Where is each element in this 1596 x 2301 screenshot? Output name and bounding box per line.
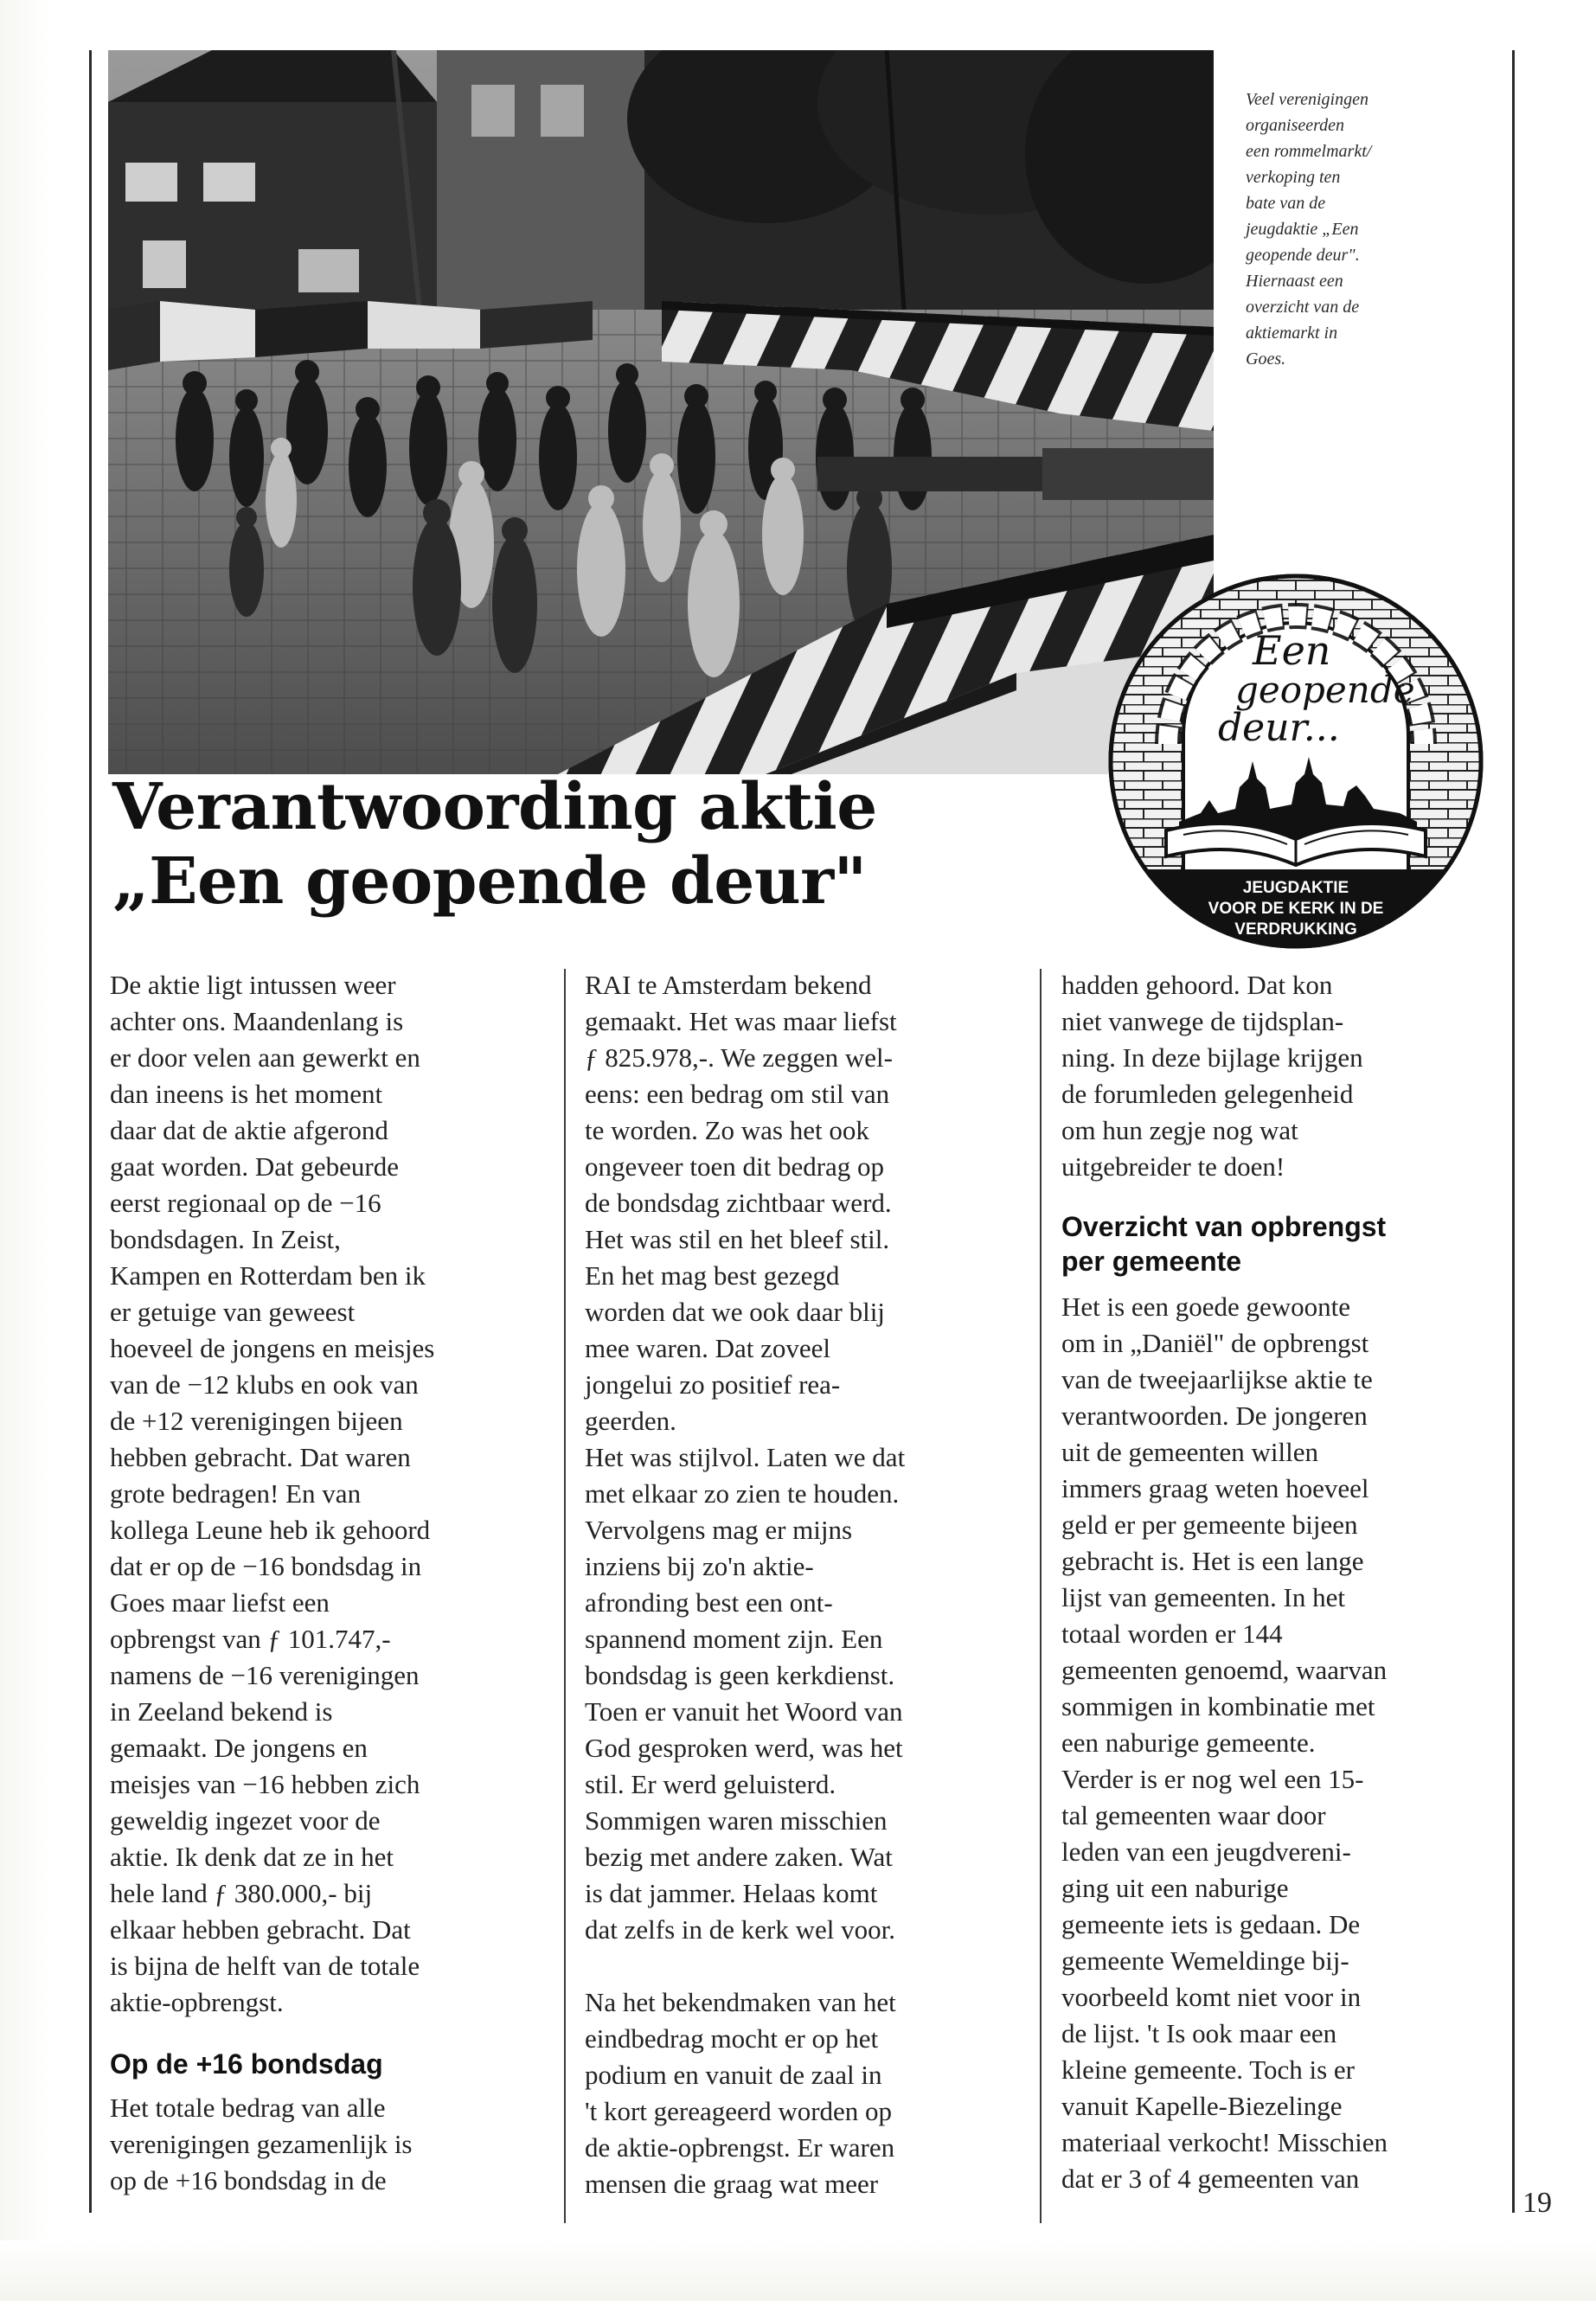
text-line: gaat worden. Dat gebeurde bbox=[110, 1151, 399, 1182]
text-line: aktie. Ik denk dat ze in het bbox=[110, 1842, 394, 1872]
text-line: mensen die graag wat meer bbox=[585, 2169, 879, 2199]
text-line: om in „Daniël" de opbrengst bbox=[1061, 1328, 1369, 1358]
page-rule-left bbox=[89, 50, 92, 2213]
text-line: gemaakt. Het was maar liefst bbox=[585, 1006, 897, 1036]
open-door-emblem bbox=[1106, 571, 1486, 952]
text-line: is dat jammer. Helaas komt bbox=[585, 1878, 878, 1908]
paragraph bbox=[110, 967, 551, 2021]
text-line: sommigen in kombinatie met bbox=[1061, 1691, 1375, 1721]
text-line: gemeente Wemeldinge bij- bbox=[1061, 1945, 1349, 1976]
section-heading-line: per gemeente bbox=[1061, 1246, 1242, 1277]
text-line: gemeente iets is gedaan. De bbox=[1061, 1909, 1361, 1939]
text-line: opbrengst van ƒ 101.747,- bbox=[110, 1624, 391, 1654]
text-line: afronding best een ont- bbox=[585, 1587, 833, 1618]
text-line: de forumleden gelegenheid bbox=[1061, 1079, 1354, 1109]
paragraph bbox=[110, 2090, 551, 2199]
text-line: grote bedragen! En van bbox=[110, 1478, 362, 1509]
paragraph bbox=[1061, 967, 1503, 1185]
text-line: mee waren. Dat zoveel bbox=[585, 1333, 831, 1363]
text-line: tal gemeenten waar door bbox=[1061, 1800, 1326, 1830]
text-line: de +12 verenigingen bijeen bbox=[110, 1406, 403, 1436]
logo-banner-line: VOOR DE KERK IN DE bbox=[1208, 900, 1384, 918]
section-heading-line: Overzicht van opbrengst bbox=[1061, 1211, 1387, 1242]
text-line: Het was stijlvol. Laten we dat bbox=[585, 1442, 906, 1472]
text-line: er getuige van geweest bbox=[110, 1297, 356, 1327]
text-line: te worden. Zo was het ook bbox=[585, 1115, 869, 1145]
page-number: 19 bbox=[1522, 2187, 1552, 2219]
caption-line: aktiemarkt in bbox=[1246, 324, 1338, 343]
text-line: immers graag weten hoeveel bbox=[1061, 1473, 1369, 1503]
text-line: Goes maar liefst een bbox=[110, 1587, 330, 1618]
text-line: de bondsdag zichtbaar werd. bbox=[585, 1188, 892, 1218]
caption-line: overzicht van de bbox=[1246, 298, 1360, 317]
logo-banner-line: VERDRUKKING bbox=[1234, 920, 1357, 939]
text-line: met elkaar zo zien te houden. bbox=[585, 1478, 900, 1509]
text-line: de aktie-opbrengst. Er waren bbox=[585, 2132, 895, 2163]
text-line: En het mag best gezegd bbox=[585, 1260, 840, 1291]
text-line: kleine gemeente. Toch is er bbox=[1061, 2054, 1355, 2085]
text-line: in Zeeland bekend is bbox=[110, 1696, 333, 1727]
paragraph bbox=[585, 1984, 1026, 2202]
text-line: uitgebreider te doen! bbox=[1061, 1151, 1285, 1182]
paragraph bbox=[1061, 1289, 1503, 2197]
scan-edge bbox=[0, 0, 48, 2301]
text-line: worden dat we ook daar blij bbox=[585, 1297, 885, 1327]
text-line: bondsdag is geen kerkdienst. bbox=[585, 1660, 895, 1690]
text-line: Verder is er nog wel een 15- bbox=[1061, 1764, 1364, 1794]
text-line: dat zelfs in de kerk wel voor. bbox=[585, 1914, 895, 1945]
text-line: eens: een bedrag om stil van bbox=[585, 1079, 890, 1109]
text-line: totaal worden er 144 bbox=[1061, 1618, 1283, 1649]
text-line: om hun zegje nog wat bbox=[1061, 1115, 1298, 1145]
text-line: vanuit Kapelle-Biezelinge bbox=[1061, 2091, 1343, 2121]
caption-line: een rommelmarkt/ bbox=[1246, 142, 1372, 161]
text-line: verantwoorden. De jongeren bbox=[1061, 1400, 1368, 1431]
text-line: is bijna de helft van de totale bbox=[110, 1951, 420, 1981]
text-line: daar dat de aktie afgerond bbox=[110, 1115, 388, 1145]
section-heading bbox=[1061, 1209, 1503, 1279]
text-column-1 bbox=[110, 967, 551, 2199]
text-line: op de +16 bondsdag in de bbox=[110, 2165, 387, 2195]
text-line: ning. In deze bijlage krijgen bbox=[1061, 1042, 1363, 1073]
column-divider bbox=[564, 969, 566, 2223]
text-line: meisjes van −16 hebben zich bbox=[110, 1769, 420, 1799]
text-line: van de −12 klubs en ook van bbox=[110, 1369, 419, 1400]
text-line: lijst van gemeenten. In het bbox=[1061, 1582, 1345, 1612]
text-line: jongelui zo positief rea- bbox=[585, 1369, 841, 1400]
text-line: God gesproken werd, was het bbox=[585, 1733, 903, 1763]
text-line: dat er 3 of 4 gemeenten van bbox=[1061, 2163, 1360, 2194]
caption-line: Veel verenigingen bbox=[1246, 90, 1368, 109]
text-line: 't kort gereageerd worden op bbox=[585, 2096, 893, 2126]
section-heading-line: Op de +16 bondsdag bbox=[110, 2048, 383, 2080]
text-line: eindbedrag mocht er op het bbox=[585, 2023, 879, 2054]
text-line: dat er op de −16 bondsdag in bbox=[110, 1551, 422, 1581]
text-line: eerst regionaal op de −16 bbox=[110, 1188, 381, 1218]
caption-line: bate van de bbox=[1246, 194, 1326, 213]
photo-caption bbox=[1246, 87, 1419, 372]
text-line: van de tweejaarlijkse aktie te bbox=[1061, 1364, 1373, 1394]
text-line: de lijst. 't Is ook maar een bbox=[1061, 2018, 1337, 2048]
text-line: De aktie ligt intussen weer bbox=[110, 970, 396, 1000]
text-line: gemeenten genoemd, waarvan bbox=[1061, 1655, 1388, 1685]
text-line: een naburige gemeente. bbox=[1061, 1727, 1316, 1758]
text-line: Sommigen waren misschien bbox=[585, 1805, 888, 1836]
paragraph-gap bbox=[585, 1948, 1026, 1984]
text-line: achter ons. Maandenlang is bbox=[110, 1006, 404, 1036]
paragraph bbox=[585, 967, 1026, 1948]
article-title bbox=[112, 770, 1125, 919]
logo-title-line: Een bbox=[1253, 627, 1331, 674]
logo-title-line: geopende bbox=[1235, 669, 1415, 711]
logo-title-line: deur... bbox=[1218, 706, 1340, 750]
market-photo bbox=[108, 50, 1214, 774]
text-line: aktie-opbrengst. bbox=[110, 1987, 284, 2017]
caption-line: organiseerden bbox=[1246, 116, 1345, 135]
column-divider bbox=[1040, 969, 1042, 2223]
text-line: Vervolgens mag er mijns bbox=[585, 1515, 853, 1545]
text-line: ƒ 825.978,-. We zeggen wel- bbox=[585, 1042, 893, 1073]
text-line: hebben gebracht. Dat waren bbox=[110, 1442, 411, 1472]
text-line: verenigingen gezamenlijk is bbox=[110, 2129, 413, 2159]
section-heading bbox=[110, 2047, 551, 2081]
page-rule-right bbox=[1512, 50, 1515, 2213]
aktie-logo bbox=[1106, 571, 1486, 952]
text-line: geweldig ingezet voor de bbox=[110, 1805, 381, 1836]
caption-line: verkoping ten bbox=[1246, 168, 1341, 187]
text-line: geld er per gemeente bijeen bbox=[1061, 1509, 1358, 1540]
text-line: inziens bij zo'n aktie- bbox=[585, 1551, 814, 1581]
caption-line: Hiernaast een bbox=[1246, 272, 1343, 291]
text-line: stil. Er werd geluisterd. bbox=[585, 1769, 836, 1799]
article-title-line: Verantwoording aktie bbox=[112, 770, 877, 844]
text-line: Het is een goede gewoonte bbox=[1061, 1292, 1350, 1322]
caption-line: Goes. bbox=[1246, 349, 1286, 369]
text-line: elkaar hebben gebracht. Dat bbox=[110, 1914, 411, 1945]
text-line: hoeveel de jongens en meisjes bbox=[110, 1333, 435, 1363]
text-line: dan ineens is het moment bbox=[110, 1079, 383, 1109]
text-line: Na het bekendmaken van het bbox=[585, 1987, 896, 2017]
text-line: bezig met andere zaken. Wat bbox=[585, 1842, 893, 1872]
text-line: RAI te Amsterdam bekend bbox=[585, 970, 872, 1000]
text-line: leden van een jeugdvereni- bbox=[1061, 1836, 1351, 1867]
text-line: geerden. bbox=[585, 1406, 676, 1436]
text-line: uit de gemeenten willen bbox=[1061, 1437, 1318, 1467]
text-line: er door velen aan gewerkt en bbox=[110, 1042, 420, 1073]
text-line: materiaal verkocht! Misschien bbox=[1061, 2127, 1388, 2157]
logo-banner-line: JEUGDAKTIE bbox=[1242, 879, 1349, 897]
article-title-line: „Een geopende deur" bbox=[112, 844, 867, 919]
caption-line: geopende deur". bbox=[1246, 246, 1360, 265]
text-line: kollega Leune heb ik gehoord bbox=[110, 1515, 431, 1545]
text-line: ongeveer toen dit bedrag op bbox=[585, 1151, 885, 1182]
text-column-2 bbox=[585, 967, 1026, 2202]
text-line: bondsdagen. In Zeist, bbox=[110, 1224, 341, 1254]
text-line: gebracht is. Het is een lange bbox=[1061, 1546, 1364, 1576]
text-line: ging uit een naburige bbox=[1061, 1873, 1289, 1903]
text-line: Toen er vanuit het Woord van bbox=[585, 1696, 903, 1727]
text-line: niet vanwege de tijdsplan- bbox=[1061, 1006, 1344, 1036]
text-line: podium en vanuit de zaal in bbox=[585, 2060, 882, 2090]
market-photo-illustration bbox=[108, 50, 1214, 774]
text-line: gemaakt. De jongens en bbox=[110, 1733, 368, 1763]
text-line: voorbeeld komt niet voor in bbox=[1061, 1982, 1362, 2012]
text-line: hele land ƒ 380.000,- bij bbox=[110, 1878, 373, 1908]
text-column-3 bbox=[1061, 967, 1503, 2197]
text-line: Het was stil en het bleef stil. bbox=[585, 1224, 890, 1254]
text-line: Het totale bedrag van alle bbox=[110, 2093, 386, 2123]
caption-line: jeugdaktie „Een bbox=[1246, 220, 1359, 239]
text-line: hadden gehoord. Dat kon bbox=[1061, 970, 1333, 1000]
scan-edge-bottom bbox=[0, 2240, 1596, 2301]
text-line: spannend moment zijn. Een bbox=[585, 1624, 883, 1654]
text-line: namens de −16 verenigingen bbox=[110, 1660, 420, 1690]
text-line: Kampen en Rotterdam ben ik bbox=[110, 1260, 426, 1291]
